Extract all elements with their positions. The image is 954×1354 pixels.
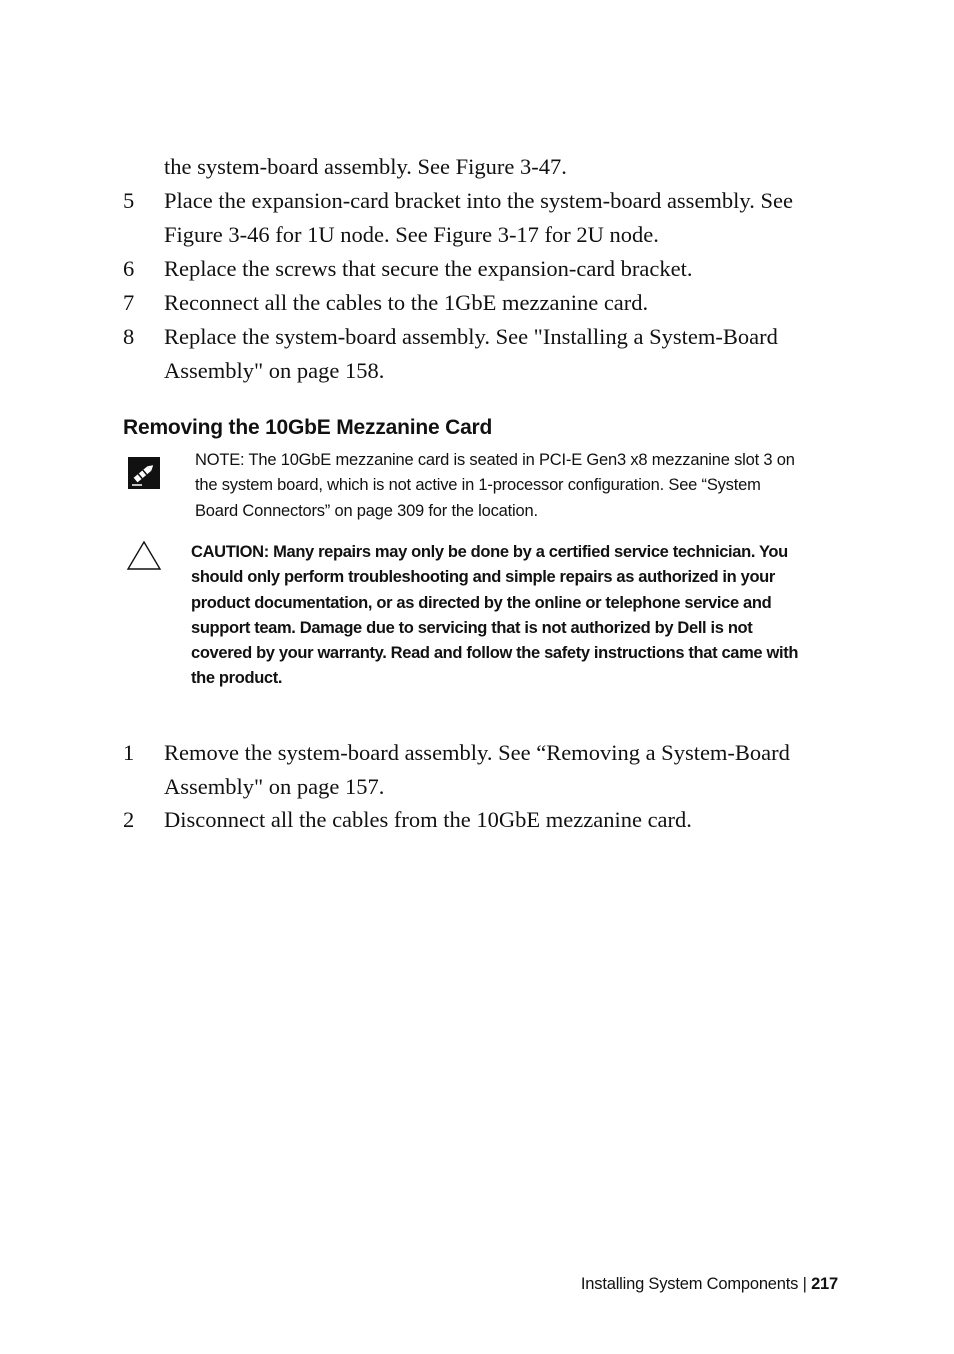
note-line: Board Connectors” on page 309 for the location. bbox=[195, 501, 538, 520]
note-line: the system board, which is not active in 1-processor configuration. See “System bbox=[195, 476, 761, 495]
step-text-line: Replace the screws that secure the expansion-card bracket. bbox=[164, 256, 693, 281]
step-number: 7 bbox=[123, 290, 135, 315]
note-line-text: The 10GbE mezzanine card is seated in PCI-E Gen3 x8 mezzanine slot 3 on bbox=[244, 451, 795, 469]
step-text-line: Place the expansion-card bracket into the system-board assembly. See bbox=[164, 188, 793, 213]
step-text-line: Assembly" on page 158. bbox=[164, 358, 385, 383]
step-text-line: Replace the system-board assembly. See "Installing a System-Board bbox=[164, 324, 778, 349]
caution-line-text: Many repairs may only be done by a certified service technician. You bbox=[268, 543, 788, 561]
caution-line: the product. bbox=[191, 669, 283, 688]
step-text-line: Assembly" on page 157. bbox=[164, 774, 385, 799]
caution-line: covered by your warranty. Read and follow the safety instructions that came with bbox=[191, 644, 799, 663]
caution-label: CAUTION: bbox=[191, 543, 269, 561]
footer-separator: | bbox=[802, 1275, 807, 1293]
step-number: 8 bbox=[123, 324, 135, 349]
note-label: NOTE: bbox=[195, 451, 245, 469]
page-footer bbox=[581, 1270, 838, 1298]
step-text-line: Reconnect all the cables to the 1GbE mezzanine card. bbox=[164, 290, 649, 315]
page-number: 217 bbox=[811, 1275, 838, 1293]
caution-text bbox=[191, 540, 871, 692]
step-text-line: Disconnect all the cables from the 10GbE mezzanine card. bbox=[164, 807, 692, 832]
step-number: 1 bbox=[123, 740, 135, 765]
step-text-line: Figure 3-46 for 1U node. See Figure 3-17 for 2U node. bbox=[164, 222, 659, 247]
note-line bbox=[195, 448, 875, 473]
caution-line: should only perform troubleshooting and simple repairs as authorized in your bbox=[191, 568, 775, 587]
caution-line: product documentation, or as directed by the online or telephone service and bbox=[191, 593, 772, 612]
caution-triangle-icon bbox=[126, 540, 162, 572]
section-heading: Removing the 10GbE Mezzanine Card bbox=[123, 416, 493, 439]
caution-line: support team. Damage due to servicing that is not authorized by Dell is not bbox=[191, 618, 753, 637]
step-text-line: Remove the system-board assembly. See “Removing a System-Board bbox=[164, 740, 790, 765]
footer-section-title: Installing System Components bbox=[580, 1275, 799, 1293]
pencil-note-icon bbox=[128, 457, 160, 489]
continuation-line: the system-board assembly. See Figure 3-47. bbox=[164, 154, 567, 179]
note-text bbox=[195, 448, 875, 524]
caution-line bbox=[191, 540, 871, 565]
step-number: 5 bbox=[123, 188, 135, 213]
step-number: 2 bbox=[123, 807, 135, 832]
step-number: 6 bbox=[123, 256, 135, 281]
